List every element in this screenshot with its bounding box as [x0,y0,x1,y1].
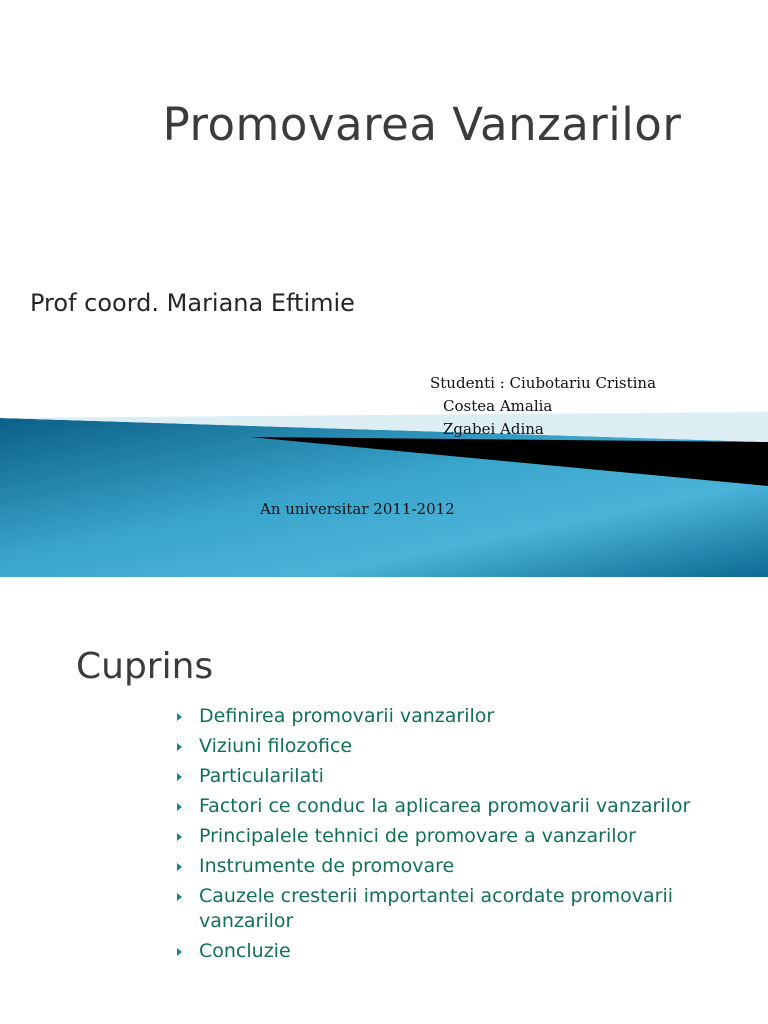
list-item: Cauzele cresterii importantei acordate promovarii vanzarilor [175,884,735,934]
list-item: Definirea promovarii vanzarilor [175,704,735,729]
students-block [430,372,656,441]
triangle-bullet-icon [177,773,182,781]
contents-slide [0,577,768,1024]
list-item: Viziuni filozofice [175,734,735,759]
professor-line: Prof coord. Mariana Eftimie [30,289,355,317]
student-name: Costea Amalia [443,397,553,415]
list-item: Particularilati [175,764,735,789]
triangle-bullet-icon [177,948,182,956]
triangle-bullet-icon [177,713,182,721]
list-item: Concluzie [175,939,735,964]
triangle-bullet-icon [177,743,182,751]
contents-list [175,704,735,969]
students-label: Studenti : Ciubotariu Cristina [430,374,657,392]
list-item: Principalele tehnici de promovare a vanzarilor [175,824,735,849]
academic-year: An universitar 2011-2012 [260,500,455,518]
list-item: Instrumente de promovare [175,854,735,879]
slide-title: Promovarea Vanzarilor [162,98,682,151]
slide-title: Cuprins [76,646,214,687]
triangle-bullet-icon [177,833,182,841]
triangle-bullet-icon [177,893,182,901]
student-name: Zgabei Adina [443,420,544,438]
triangle-bullet-icon [177,863,182,871]
list-item: Factori ce conduc la aplicarea promovarii vanzarilor [175,794,735,819]
triangle-bullet-icon [177,803,182,811]
